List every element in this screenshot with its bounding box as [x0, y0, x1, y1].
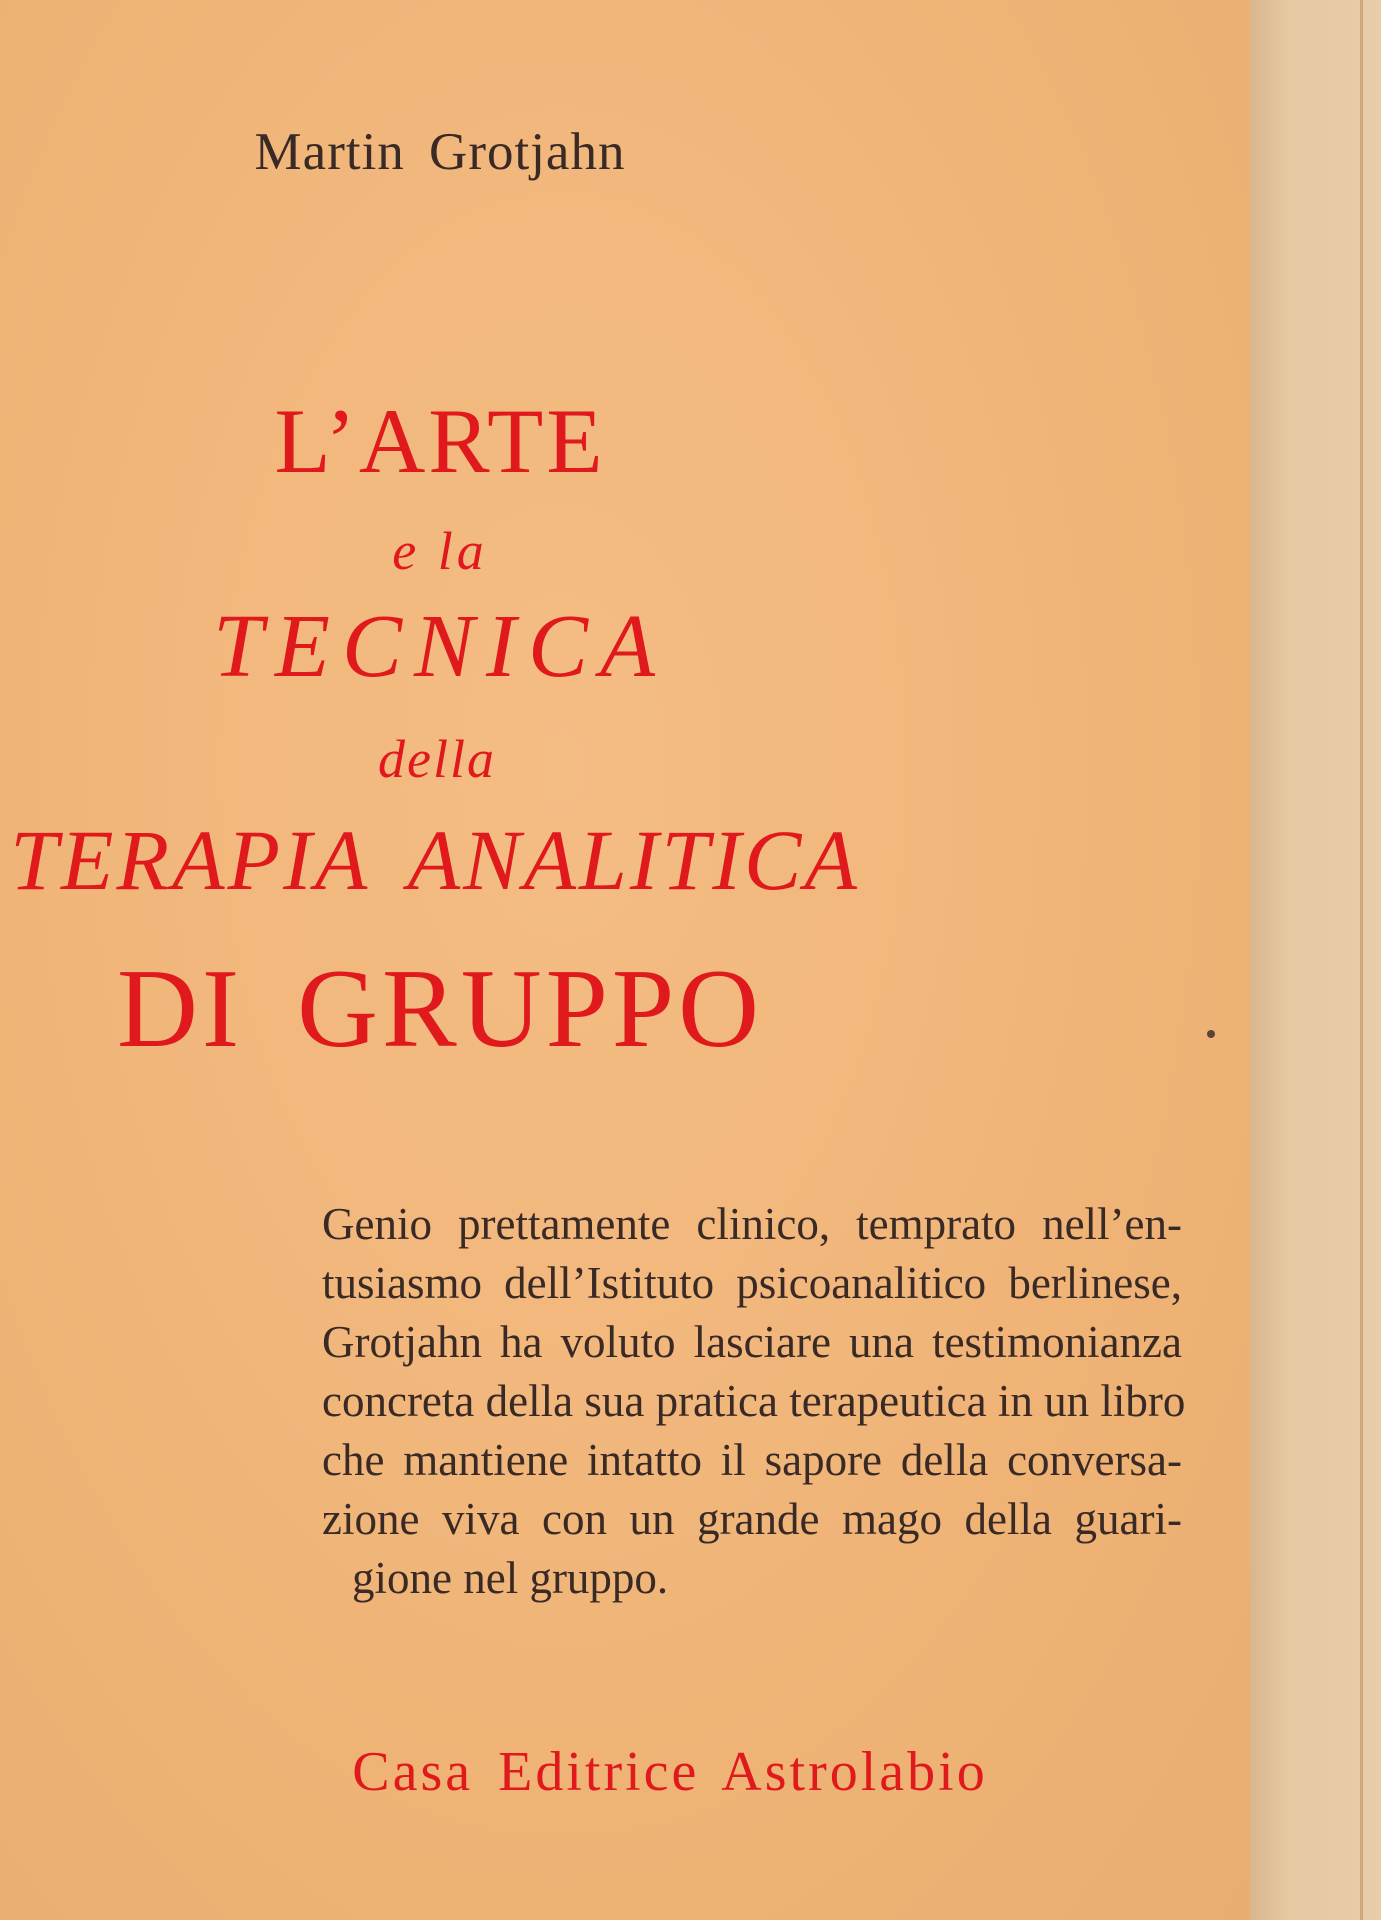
title-line-della: della [378, 729, 496, 789]
author-name: Martin Grotjahn [254, 123, 626, 181]
blurb-line: Grotjahn ha voluto lasciare una testimonianza [322, 1317, 1182, 1367]
cover-board-edge-line [1360, 0, 1363, 1920]
title-line-arte: L’ARTE [274, 390, 606, 492]
blurb-line: zione viva con un grande mago della guari- [322, 1494, 1182, 1544]
blurb-line: Genio prettamente clinico, temprato nell’en- [322, 1199, 1182, 1249]
print-speck [1207, 1030, 1215, 1038]
blurb-line: che mantiene intatto il sapore della conversa- [322, 1435, 1182, 1485]
blurb-line: tusiasmo dell’Istituto psicoanalitico berlinese, [322, 1258, 1182, 1308]
title-line-terapia-analitica: TERAPIA ANALITICA [10, 812, 860, 908]
blurb-line: concreta della sua pratica terapeutica in un libro [322, 1376, 1186, 1426]
title-line-e-la: e la [392, 521, 488, 581]
title-line-tecnica: TECNICA [212, 597, 668, 696]
title-line-di-gruppo: DI GRUPPO [116, 947, 764, 1071]
publisher-name: Casa Editrice Astrolabio [352, 1741, 988, 1803]
blurb-line: gione nel gruppo. [352, 1553, 669, 1603]
cover-blurb [322, 1195, 1186, 1608]
